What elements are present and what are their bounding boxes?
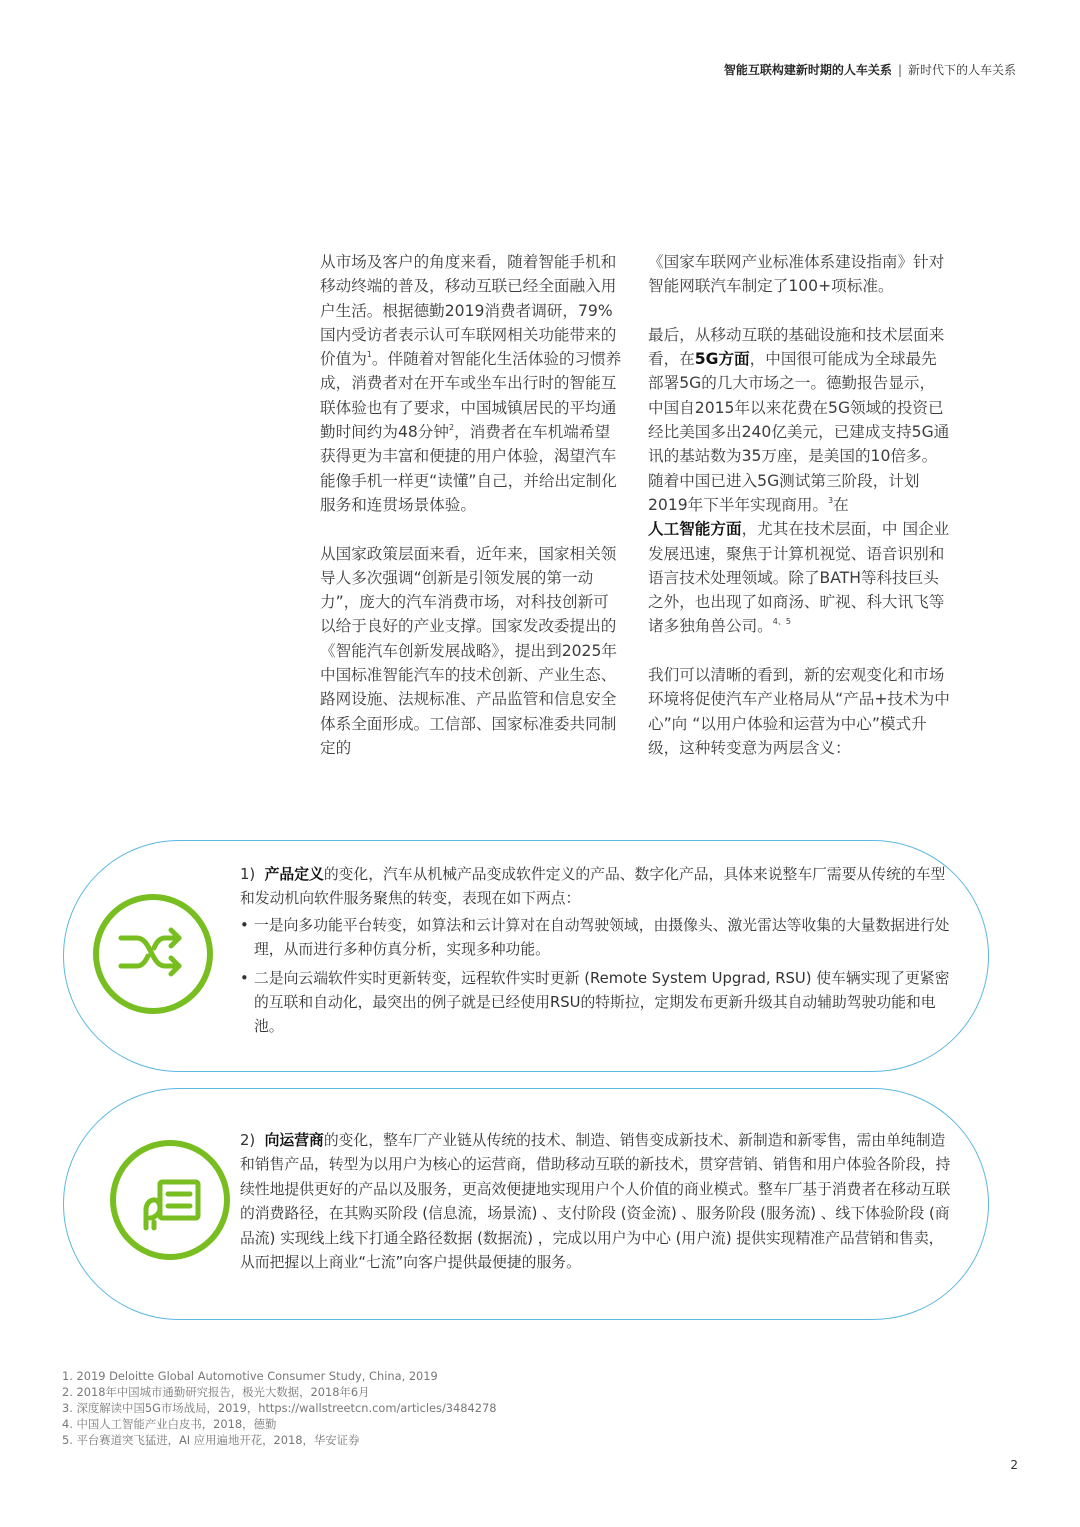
bullet-dot: • — [240, 916, 249, 934]
bullet-text: 二是向云端软件实时更新转变，远程软件实时更新 (Remote System Upgrad, RSU) 使车辆实现了更紧密的互联和自动化，最突出的例子就是已经使用RSU的特斯拉，定期发布更新升级其自动辅助驾驶功能和电池。 — [254, 969, 950, 1036]
footnotes — [62, 1368, 497, 1448]
text-run: ，中国很可能成为全球最先部署5G的几大市场之一。德勤报告显示，中国自2015年以来花费在5G领域的投资已经比美国多出240亿美元，已建成支持5G通讯的基站数为35万座，是美国的10倍多。随着中国已进入5G测试第三阶段，计划2019年下半年实现商用。 — [648, 350, 950, 514]
shuffle-icon — [93, 894, 213, 1014]
running-header — [724, 61, 1016, 78]
callout-text-2 — [240, 1129, 952, 1275]
right-paragraph-3: 我们可以清晰的看到，新的宏观变化和市场环境将促使汽车产业格局从“产品+技术为中心”向 “以用户体验和运营为中心”模式升级，这种转变意为两层含义： — [648, 666, 950, 757]
footnote-ref-2: 2 — [449, 423, 455, 433]
right-paragraph-2 — [648, 323, 950, 639]
callout-text-1 — [240, 863, 952, 1040]
left-column — [320, 250, 622, 785]
footnote-5: 5. 平台赛道突飞猛进，AI 应用遍地开花，2018，华安证券 — [62, 1433, 360, 1447]
left-paragraph-1 — [320, 250, 622, 517]
text-run: 从市场及客户的角度来看，随着智能手机和移动终端的普及，移动互联已经全面融入用户生活。根据德勤2019消费者调研，79%国内受访者表示认可车联网相关功能带来的价值为 — [320, 253, 617, 369]
text-run: 的变化，汽车从机械产品变成软件定义的产品、数字化产品，具体来说整车厂需要从传统的车型和发动机向软件服务聚焦的转变，表现在如下两点： — [240, 866, 946, 908]
footnote-ref-3: 3 — [828, 495, 834, 505]
callout-1-keyword: 产品定义 — [264, 866, 324, 883]
footnote-3: 3. 深度解读中国5G市场战局，2019，https://wallstreetcn.com/articles/3484278 — [62, 1401, 497, 1415]
footnote-ref-4-5: 4、5 — [772, 617, 791, 627]
bold-5g: 5G方面 — [694, 350, 750, 369]
bullet-dot: • — [240, 969, 249, 987]
header-separator: | — [897, 63, 902, 77]
bullet-item — [240, 914, 952, 963]
header-title: 智能互联构建新时期的人车关系 — [723, 63, 892, 77]
page-number: 2 — [1010, 1458, 1018, 1472]
left-paragraph-2: 从国家政策层面来看，近年来，国家相关领导人多次强调“创新是引领发展的第一动力”，庞大的汽车消费市场，对科技创新可以给于良好的产业支撑。国家发改委提出的《智能汽车创新发展战略》，提出到2025年中国标准智能汽车的技术创新、产业生态、路网设施、法规标准、产品监管和信息安全体系全面形成。工信部、国家标准委共同制定的 — [320, 544, 617, 757]
callout-1-intro — [240, 863, 952, 912]
bullet-text: 一是向多功能平台转变，如算法和云计算对在自动驾驶领域，由摄像头、激光雷达等收集的大量数据进行处理，从而进行多种仿真分析，实现多种功能。 — [254, 916, 950, 959]
text-run: 最后，从移动互联的基础设施和技术层面来看，在 — [648, 325, 945, 369]
text-run: 在 — [833, 495, 849, 514]
bullet-item — [240, 967, 952, 1040]
callout-2-keyword: 向运营商 — [264, 1132, 324, 1149]
footnote-2: 2. 2018年中国城市通勤研究报告，极光大数据，2018年6月 — [62, 1385, 370, 1399]
footnote-ref-1: 1 — [366, 350, 372, 360]
text-run: ，尤其在技术层面，中 国企业发展迅速，聚焦于计算机视觉、语音识别和语言技术处理领域。除了BATH等科技巨头之外，也出现了如商汤、旷视、科大讯飞等诸多独角兽公司。 — [648, 520, 950, 636]
service-desk-icon — [110, 1140, 230, 1260]
bold-ai: 人工智能方面 — [648, 520, 742, 539]
right-paragraph-1: 《国家车联网产业标准体系建设指南》针对智能网联汽车制定了100+项标准。 — [648, 253, 945, 296]
text-run: 。伴随着对智能化生活体验的习惯养成，消费者对在开车或坐车出行时的智能互联体验也有了要求，中国城镇居民的平均通勤时间约为48分钟 — [320, 350, 622, 442]
right-column — [648, 250, 950, 785]
item-number: 1) — [240, 866, 256, 883]
header-section: 新时代下的人车关系 — [907, 63, 1016, 77]
text-run: ，消费者在车机端希望获得更为丰富和便捷的用户体验，渴望汽车能像手机一样更“读懂”自己，并给出定制化服务和连贯场景体验。 — [320, 423, 617, 514]
text-run: 的变化，整车厂产业链从传统的技术、制造、销售变成新技术、新制造和新零售，需由单纯制造和销售产品，转型为以用户为核心的运营商，借助移动互联的新技术，贯穿营销、销售和用户体验各阶段，持续性地提供更好的产品以及服务，更高效便捷地实现用户个人价值的商业模式。整车厂基于消费者在移动互联的消费路径，在其购买阶段 (信息流，场景流) 、支付阶段 (资金流) 、服务阶段 (服务流) 、线下体验阶段 (商品流) 实现线上线下打通全路径数据 (数据流) ，完成以用户为中心 (用户流) 提供实现精准产品营销和售卖，从而把握以上商业“七流”向客户提供最便捷的服务。 — [240, 1132, 951, 1272]
footnote-4: 4. 中国人工智能产业白皮书，2018，德勤 — [62, 1417, 277, 1431]
footnote-1: 1. 2019 Deloitte Global Automotive Consumer Study, China, 2019 — [62, 1369, 438, 1383]
item-number: 2) — [240, 1132, 256, 1149]
